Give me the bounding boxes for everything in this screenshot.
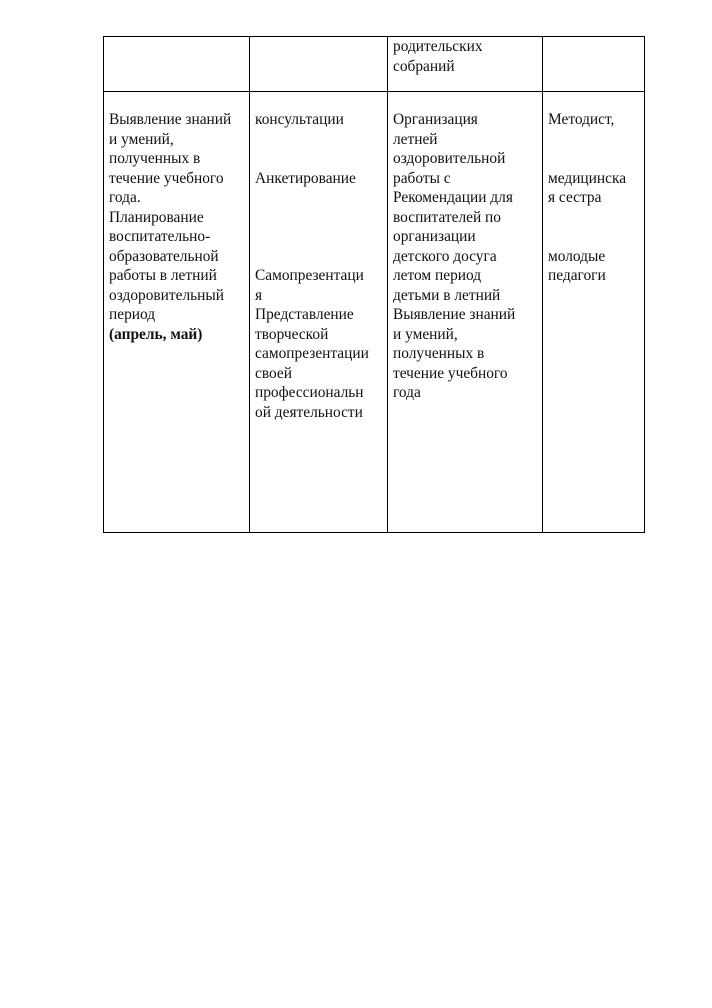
cell-text: молодые (548, 247, 606, 265)
cell-text: летней (393, 130, 438, 148)
cell-text: Выявление знаний (109, 111, 232, 128)
cell-text: работы в летний (109, 267, 217, 284)
cell-text: Анкетирование (255, 169, 356, 187)
cell-text: Выявление знаний (393, 306, 516, 323)
period-label: (апрель, май) (109, 325, 203, 343)
cell-text: Самопрезентаци (255, 267, 364, 284)
cell-text: воспитательно- (109, 228, 211, 245)
cell-text: воспитателей по (393, 208, 501, 226)
cell-text: и умений, (393, 325, 458, 343)
cell-text: медицинска (548, 169, 627, 187)
cell-text: течение учебного (109, 169, 224, 187)
cell-text: полученных в (393, 345, 485, 362)
cell-text: Представление (255, 306, 354, 323)
cell-text: своей (255, 364, 292, 382)
cell-text: оздоровительный (109, 286, 224, 304)
table-row (104, 92, 645, 533)
cell-text: период (109, 306, 156, 323)
cell-text: профессиональн (255, 384, 364, 401)
cell-text: я сестра (548, 189, 602, 206)
cell-text: летом период (393, 267, 482, 284)
table-cell-forms (250, 92, 388, 533)
cell-text: детского досуга (393, 247, 497, 265)
table-cell (543, 37, 645, 92)
cell-text: педагоги (548, 267, 606, 284)
cell-text: Планирование (109, 208, 204, 226)
cell-text: Методист, (548, 111, 615, 128)
document-table (103, 36, 645, 533)
cell-text: течение учебного (393, 364, 508, 382)
table-cell (388, 37, 543, 92)
cell-text: и умений, (109, 130, 174, 148)
table-cell (250, 37, 388, 92)
cell-text: полученных в (109, 150, 201, 167)
cell-text: Рекомендации для (393, 189, 513, 206)
cell-text: детьми в летний (393, 286, 501, 304)
table-cell-topic (104, 92, 250, 533)
cell-text: творческой (255, 325, 329, 343)
cell-text: консультации (255, 111, 344, 128)
cell-text: Организация (393, 111, 478, 128)
cell-text: собраний (393, 57, 455, 75)
table-cell (104, 37, 250, 92)
cell-text: работы с (393, 169, 451, 187)
cell-text: года (393, 384, 421, 401)
cell-text: самопрезентации (255, 345, 369, 362)
cell-text: ой деятельности (255, 403, 363, 421)
table-row (104, 37, 645, 92)
cell-text: года. (109, 189, 141, 206)
table-cell-content (388, 92, 543, 533)
cell-text: родительских (393, 38, 483, 55)
cell-text: организации (393, 228, 476, 245)
table-cell-responsible (543, 92, 645, 533)
cell-text: оздоровительной (393, 150, 506, 167)
cell-text: я (255, 286, 263, 304)
cell-text: образовательной (109, 247, 219, 265)
